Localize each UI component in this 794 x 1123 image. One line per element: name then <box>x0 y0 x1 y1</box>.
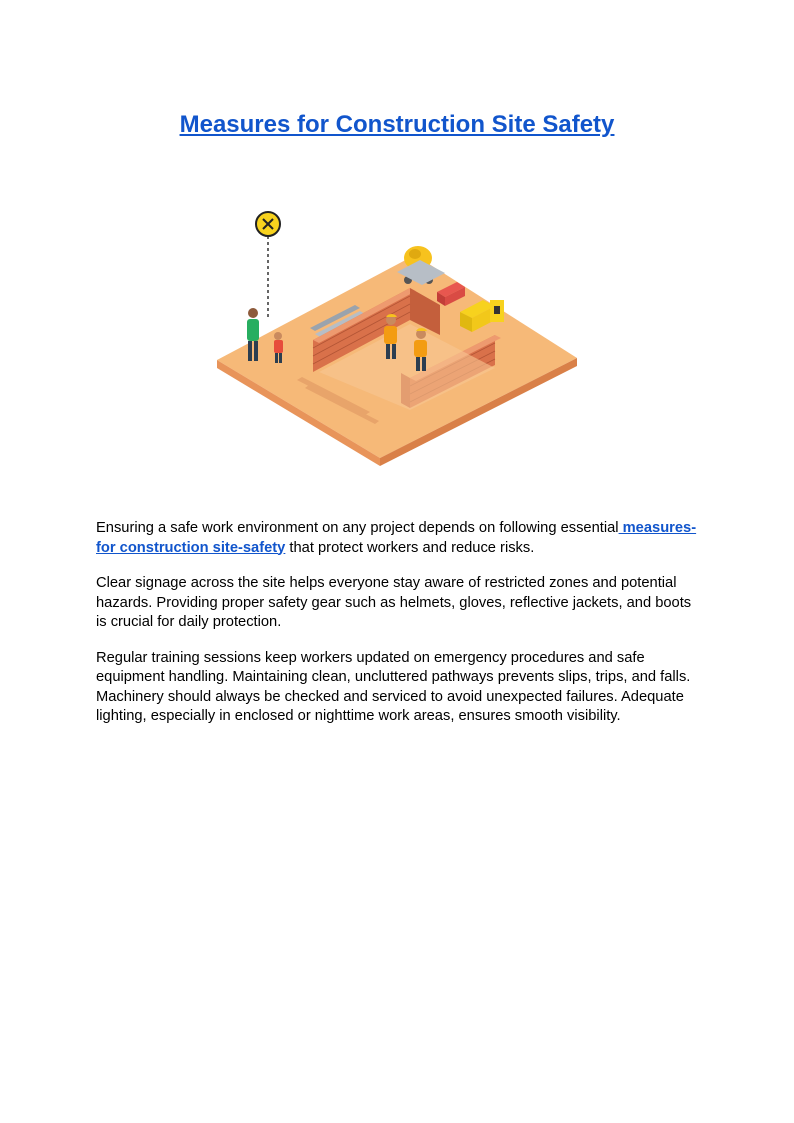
paragraph-intro-text: Ensuring a safe work environment on any project depends on following essential <box>96 520 619 536</box>
paragraph-training: Regular training sessions keep workers updated on emergency procedures and safe equipment handling. Maintaining clean, uncluttered pathways prevents slips, trips, and falls. Machinery should always be checked and serviced to avoid unexpected failures. Adequate lighting, especially in enclosed or nighttime work areas, ensures smooth visibility. <box>96 649 691 724</box>
paragraph-signage: Clear signage across the site helps everyone stay aware of restricted zones and potential hazards. Providing proper safety gear such as helmets, gloves, reflective jackets, and boots is crucial for daily protection. <box>96 575 692 630</box>
construction-site-illustration <box>205 200 595 470</box>
document-body <box>96 519 698 743</box>
warning-x-icon <box>256 212 280 236</box>
title-link[interactable]: Measures for Construction Site Safety <box>179 111 615 138</box>
measures-link[interactable]: measures-for construction site-safety <box>96 520 697 556</box>
paragraph-intro-tail: that protect workers and reduce risks. <box>285 539 535 556</box>
paragraph-intro <box>96 519 698 558</box>
document-title[interactable] <box>0 111 794 139</box>
